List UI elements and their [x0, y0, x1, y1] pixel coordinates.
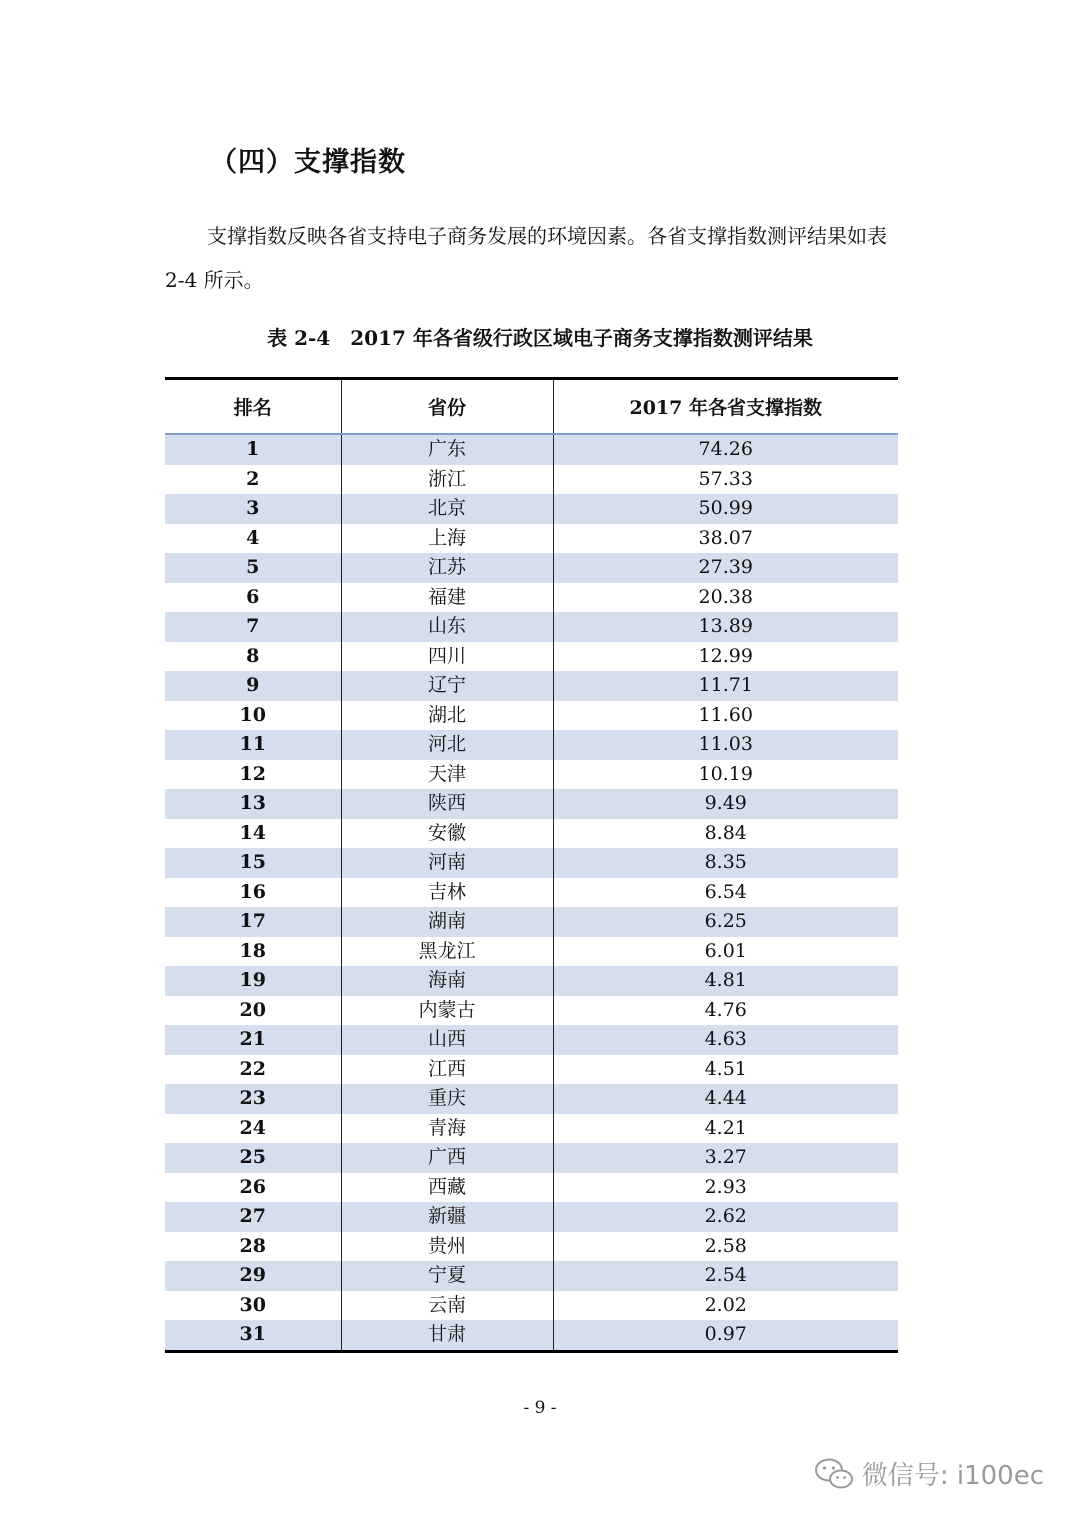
cell-rank: 1: [165, 434, 341, 465]
cell-rank: 15: [165, 848, 341, 878]
table-row: [165, 524, 898, 554]
table-row: [165, 1232, 898, 1262]
cell-index: 2.58: [553, 1232, 898, 1262]
cell-index: 4.81: [553, 966, 898, 996]
cell-rank: 24: [165, 1114, 341, 1144]
cell-rank: 14: [165, 819, 341, 849]
cell-rank: 30: [165, 1291, 341, 1321]
table-row: [165, 671, 898, 701]
cell-index: 11.71: [553, 671, 898, 701]
cell-index: 10.19: [553, 760, 898, 790]
table-row: [165, 966, 898, 996]
table-row: [165, 1055, 898, 1085]
watermark-text: 微信号: i100ec: [861, 1461, 1044, 1491]
cell-province: 黑龙江: [341, 937, 553, 967]
cell-index: 57.33: [553, 465, 898, 495]
cell-province: 安徽: [341, 819, 553, 849]
cell-rank: 4: [165, 524, 341, 554]
cell-rank: 8: [165, 642, 341, 672]
cell-province: 江苏: [341, 553, 553, 583]
cell-index: 2.93: [553, 1173, 898, 1203]
table-row: [165, 996, 898, 1026]
header-index: 2017 年各省支撑指数: [553, 379, 898, 435]
cell-index: 0.97: [553, 1320, 898, 1351]
support-index-table: [165, 377, 898, 1353]
cell-index: 4.21: [553, 1114, 898, 1144]
table-row: [165, 937, 898, 967]
wechat-icon: [814, 1457, 854, 1491]
table-row: [165, 583, 898, 613]
cell-rank: 28: [165, 1232, 341, 1262]
table-row: [165, 878, 898, 908]
cell-index: 4.51: [553, 1055, 898, 1085]
cell-province: 西藏: [341, 1173, 553, 1203]
cell-province: 山西: [341, 1025, 553, 1055]
table-row: [165, 1202, 898, 1232]
cell-rank: 7: [165, 612, 341, 642]
cell-province: 山东: [341, 612, 553, 642]
table-row: [165, 760, 898, 790]
cell-province: 海南: [341, 966, 553, 996]
cell-index: 6.54: [553, 878, 898, 908]
section-title: （四）支撑指数: [210, 147, 406, 178]
cell-index: 2.54: [553, 1261, 898, 1291]
cell-rank: 20: [165, 996, 341, 1026]
cell-province: 重庆: [341, 1084, 553, 1114]
cell-index: 4.44: [553, 1084, 898, 1114]
cell-index: 2.02: [553, 1291, 898, 1321]
cell-rank: 2: [165, 465, 341, 495]
header-rank: 排名: [165, 379, 341, 435]
table-row: [165, 819, 898, 849]
cell-province: 上海: [341, 524, 553, 554]
cell-province: 甘肃: [341, 1320, 553, 1351]
cell-index: 12.99: [553, 642, 898, 672]
table-row: [165, 848, 898, 878]
cell-rank: 16: [165, 878, 341, 908]
cell-province: 青海: [341, 1114, 553, 1144]
cell-province: 北京: [341, 494, 553, 524]
cell-index: 50.99: [553, 494, 898, 524]
cell-index: 11.60: [553, 701, 898, 731]
cell-rank: 26: [165, 1173, 341, 1203]
cell-province: 天津: [341, 760, 553, 790]
cell-province: 陕西: [341, 789, 553, 819]
table-row: [165, 434, 898, 465]
table-row: [165, 907, 898, 937]
cell-rank: 9: [165, 671, 341, 701]
cell-province: 辽宁: [341, 671, 553, 701]
cell-rank: 19: [165, 966, 341, 996]
table-row: [165, 730, 898, 760]
cell-index: 13.89: [553, 612, 898, 642]
cell-rank: 10: [165, 701, 341, 731]
table-caption: [0, 322, 1080, 351]
intro-paragraph: 支撑指数反映各省支持电子商务发展的环境因素。各省支撑指数测评结果如表 2-4 所示。: [165, 224, 887, 292]
cell-index: 8.84: [553, 819, 898, 849]
cell-index: 4.63: [553, 1025, 898, 1055]
cell-index: 4.76: [553, 996, 898, 1026]
cell-rank: 29: [165, 1261, 341, 1291]
cell-rank: 3: [165, 494, 341, 524]
cell-rank: 5: [165, 553, 341, 583]
table-caption-title: 2017 年各省级行政区域电子商务支撑指数测评结果: [350, 326, 813, 350]
cell-rank: 6: [165, 583, 341, 613]
table-row: [165, 789, 898, 819]
cell-rank: 31: [165, 1320, 341, 1351]
cell-province: 吉林: [341, 878, 553, 908]
cell-province: 新疆: [341, 1202, 553, 1232]
cell-index: 6.25: [553, 907, 898, 937]
table-row: [165, 1143, 898, 1173]
table-row: [165, 701, 898, 731]
table-row: [165, 1291, 898, 1321]
cell-province: 内蒙古: [341, 996, 553, 1026]
cell-index: 6.01: [553, 937, 898, 967]
cell-province: 云南: [341, 1291, 553, 1321]
table-row: [165, 612, 898, 642]
cell-province: 福建: [341, 583, 553, 613]
cell-province: 贵州: [341, 1232, 553, 1262]
cell-province: 广西: [341, 1143, 553, 1173]
cell-province: 江西: [341, 1055, 553, 1085]
cell-rank: 27: [165, 1202, 341, 1232]
cell-index: 9.49: [553, 789, 898, 819]
cell-province: 湖北: [341, 701, 553, 731]
cell-index: 74.26: [553, 434, 898, 465]
cell-province: 河南: [341, 848, 553, 878]
cell-index: 8.35: [553, 848, 898, 878]
table-row: [165, 465, 898, 495]
cell-rank: 13: [165, 789, 341, 819]
cell-rank: 18: [165, 937, 341, 967]
table-caption-number: 表 2-4: [267, 326, 331, 350]
cell-rank: 17: [165, 907, 341, 937]
cell-index: 11.03: [553, 730, 898, 760]
cell-rank: 22: [165, 1055, 341, 1085]
table-row: [165, 642, 898, 672]
page-number: - 9 -: [523, 1398, 557, 1418]
cell-province: 广东: [341, 434, 553, 465]
cell-rank: 11: [165, 730, 341, 760]
table-row: [165, 1025, 898, 1055]
cell-index: 2.62: [553, 1202, 898, 1232]
cell-index: 20.38: [553, 583, 898, 613]
table-row: [165, 553, 898, 583]
cell-rank: 25: [165, 1143, 341, 1173]
table-row: [165, 494, 898, 524]
cell-province: 宁夏: [341, 1261, 553, 1291]
cell-province: 四川: [341, 642, 553, 672]
cell-rank: 21: [165, 1025, 341, 1055]
cell-province: 湖南: [341, 907, 553, 937]
table-row: [165, 1173, 898, 1203]
table-header-row: [165, 379, 898, 435]
cell-index: 3.27: [553, 1143, 898, 1173]
cell-rank: 12: [165, 760, 341, 790]
table-body: [165, 434, 898, 1351]
header-province: 省份: [341, 379, 553, 435]
table-row: [165, 1320, 898, 1351]
cell-province: 浙江: [341, 465, 553, 495]
cell-index: 27.39: [553, 553, 898, 583]
table-row: [165, 1114, 898, 1144]
table-row: [165, 1261, 898, 1291]
watermark: [814, 1455, 1044, 1492]
cell-index: 38.07: [553, 524, 898, 554]
cell-rank: 23: [165, 1084, 341, 1114]
cell-province: 河北: [341, 730, 553, 760]
table-row: [165, 1084, 898, 1114]
